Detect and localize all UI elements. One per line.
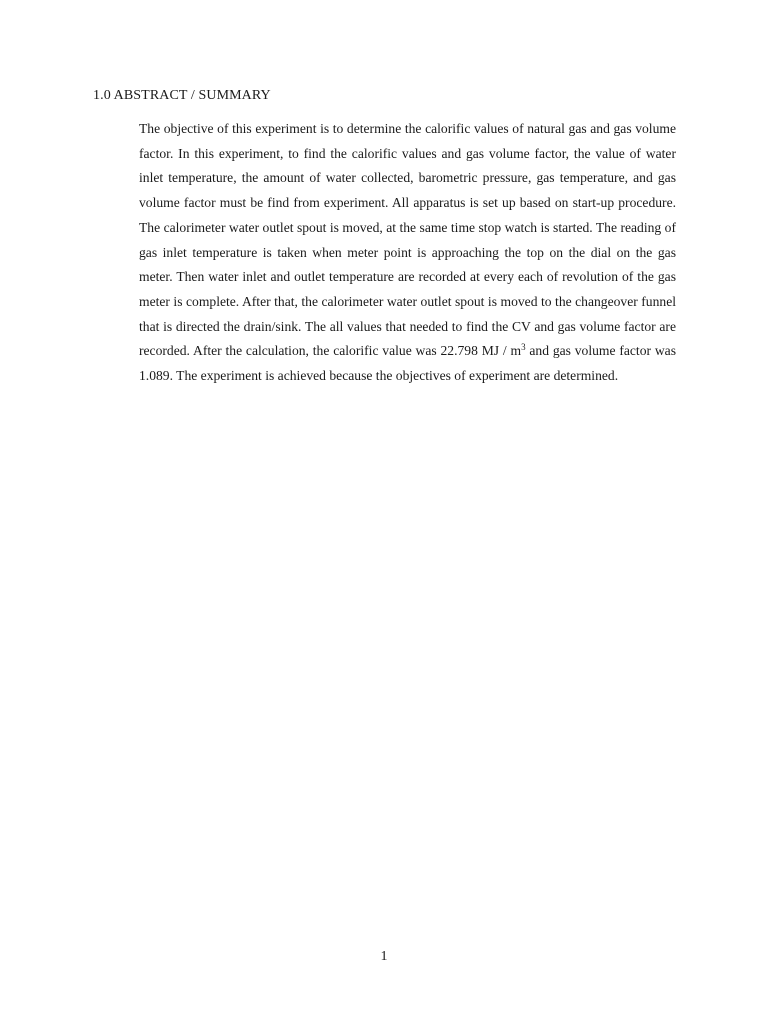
page-number: 1	[380, 949, 388, 964]
section-heading: 1.0 ABSTRACT / SUMMARY	[93, 88, 271, 103]
abstract-text-tail: and gas volume factor was 1.089. The experiment is achieved because the objectives of experiment are determined.	[139, 343, 676, 384]
abstract-paragraph	[139, 117, 676, 389]
abstract-text: The objective of this experiment is to determine the calorific values of natural gas and gas volume factor. In this experiment, to find the calorific values and gas volume factor, the value of water inlet temperature, the amount of water collected, barometric pressure, gas temperature, and gas volume factor must be find from experiment. All apparatus is set up based on start-up procedure. The calorimeter water outlet spout is moved, at the same time stop watch is started. The reading of gas inlet temperature is taken when meter point is approaching the top on the dial on the gas meter. Then water inlet and outlet temperature are recorded at every each of revolution of the gas meter is complete. After that, the calorimeter water outlet spout is moved to the changeover funnel that is directed the drain/sink. The all values that needed to find the CV and gas volume factor are recorded. After the calculation, the calorific value was 22.798 MJ / m	[139, 121, 676, 359]
unit-superscript: 3	[521, 342, 526, 353]
